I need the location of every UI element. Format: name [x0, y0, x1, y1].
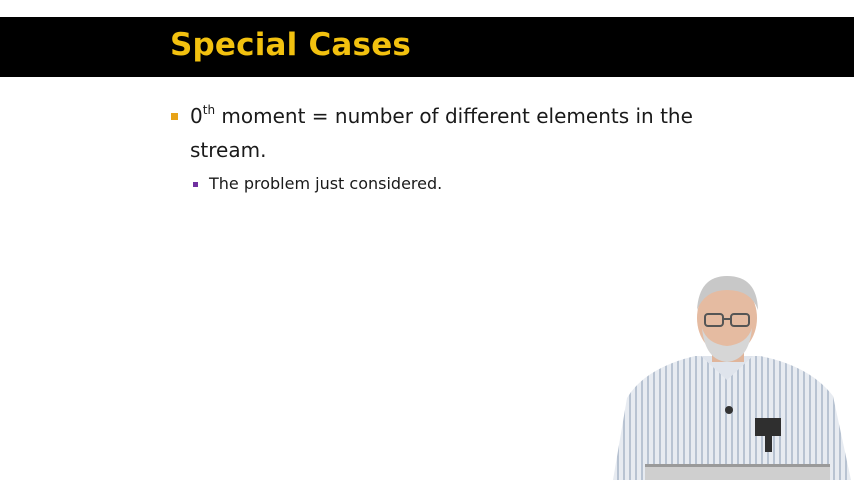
bullet-superscript: th	[202, 103, 216, 117]
square-bullet-icon	[171, 113, 178, 120]
title-bar	[0, 17, 854, 77]
square-sub-bullet-icon	[193, 182, 198, 187]
bullet-text: moment = number of different elements in the stream.	[190, 104, 693, 162]
bullet-list	[171, 101, 731, 196]
sub-bullet-item	[193, 172, 731, 196]
sub-bullet-text: The problem just considered.	[209, 174, 443, 193]
bullet-item	[171, 101, 731, 166]
bullet-lead: 0	[190, 104, 203, 128]
presenter-video	[605, 268, 854, 480]
slide-title: Special Cases	[170, 27, 412, 63]
